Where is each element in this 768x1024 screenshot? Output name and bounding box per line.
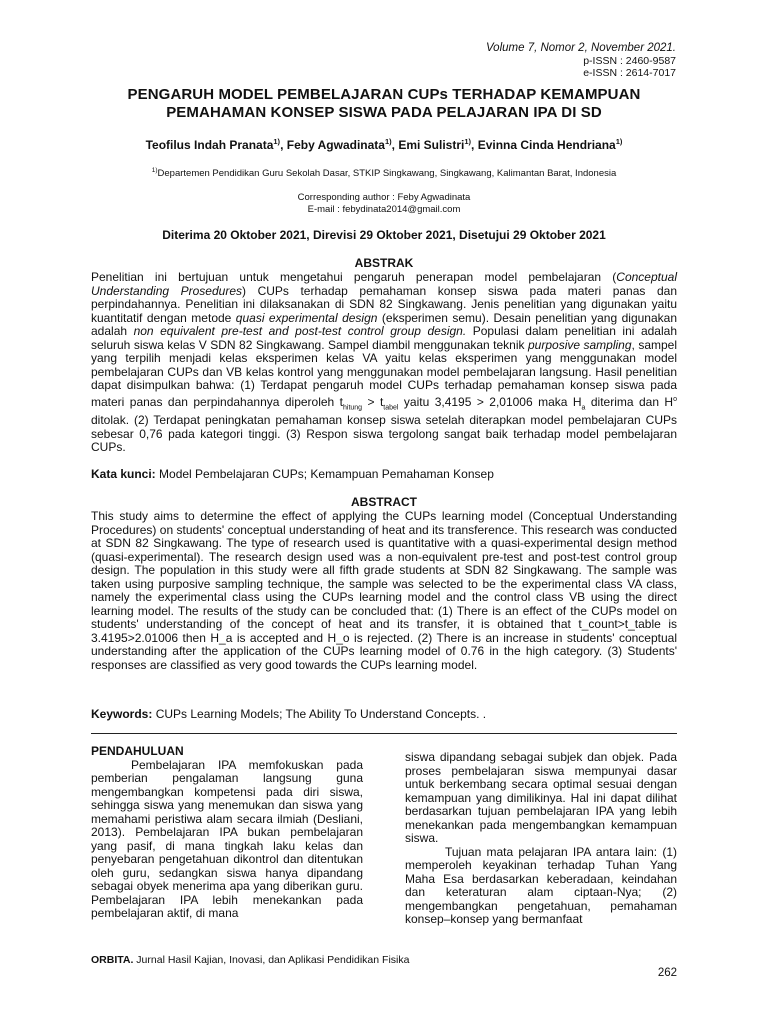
author-2-mark: 1) <box>384 137 392 146</box>
author-4-mark: 1) <box>615 137 623 146</box>
author-list <box>90 137 678 152</box>
p-issn: p-ISSN : 2460-9587 <box>583 54 676 67</box>
author-3-mark: 1) <box>464 137 472 146</box>
affiliation-mark: 1) <box>151 167 158 174</box>
abstrak-heading: ABSTRAK <box>354 256 414 270</box>
author-1-mark: 1) <box>273 137 281 146</box>
footer-journal-desc: Jurnal Hasil Kajian, Inovasi, dan Aplikasi Pendidikan Fisika <box>133 954 410 966</box>
keywords-label: Keywords: <box>91 707 153 721</box>
abstrak-italic: quasi experimental design <box>235 310 378 325</box>
superscript: o <box>673 395 678 403</box>
title-line-1: PENGARUH MODEL PEMBELAJARAN CUPs TERHADAP KEMAMPUAN <box>127 86 641 103</box>
kata-kunci <box>91 467 677 481</box>
journal-header <box>486 42 676 80</box>
right-column <box>405 751 677 927</box>
subscript: a <box>581 403 586 411</box>
abstrak-italic: purposive sampling <box>528 337 632 352</box>
abstrak-part: ) CUPs terhadap pemahaman konsep siswa pada materi panas dan perpindahannya. Penelitian ini dilaksanakan di SDN 82 Singkawang. Jenis penelitian yang digunakan yaitu kuantitatif dengan metode <box>91 283 677 325</box>
abstrak-italic: Conceptual Understanding Prosedures <box>91 270 677 298</box>
abstrak-part: , sampel yang terpilih menjadi kelas eksperimen kelas VA yaitu kelas eksperimen yang menggunakan model pembelajaran CUPs dan VB kelas kontrol yang menggunakan model pembelajaran langsung. Hasil penelitian dapat disimpulkan bahwa: (1) Terdapat pengaruh model CUPs terhadap pemahaman konsep siswa pada materi panas dan perpindahannya diperoleh t <box>91 337 678 409</box>
right-paragraph-1: siswa dipandang sebagai subjek dan objek. Pada proses pembelajaran siswa mempunyai dasar untuk berkembang secara optimal sesuai dengan kemampuan yang dimilikinya. Hal ini dapat dilihat berdasarkan tujuan pembelajaran IPA yang lebih menekankan pada mengembangkan kemampuan siswa. <box>405 750 677 845</box>
keywords <box>91 707 677 721</box>
author-separator: , <box>471 138 478 152</box>
left-column <box>91 745 363 921</box>
abstrak-text <box>91 271 677 455</box>
abstract-heading: ABSTRACT <box>351 495 417 509</box>
abstrak-part: ditolak. (2) Terdapat peningkatan pemahaman konsep siswa setelah diterapkan model pembelajaran CUPs sebesar 0,76 pada kategori tinggi. (3) Respon siswa tergolong sangat baik terhadap model pembelajaran CUPs. <box>91 413 677 455</box>
author-separator: , <box>391 138 399 152</box>
volume-info: Volume 7, Nomor 2, November 2021. <box>485 42 676 54</box>
abstract-text: This study aims to determine the effect of applying the CUPs learning model (Conceptual Understanding Procedures) on students' conceptual understanding of heat and its transference. This research was conducted at SDN 82 Singkawang. The type of research used is quantitative with a quasi-experimental design method (quasi-experimental). The research design used was a non-equivalent pre-test and post-test control group design. The population in this study were all fifth grade students at SDN 82 Singkawang. The sample was taken using purposive sampling technique, the sample was selected to be the experimental class VA class, namely the experimental class using the CUPs learning model and the control class VB using the direct learning model. The results of the study can be concluded that: (1) There is an effect of the CUPs model on students' understanding of the concept of heat and its transfer, it is obtained that t_count>t_table is 3.4195>2.01006 then H_a is accepted and H_o is rejected. (2) There is an increase in students' conceptual understanding after the application of the CUPs learning model of 0.76 in the high category. (3) Students' responses are classified as very good towards the CUPs learning model. <box>91 509 677 672</box>
paper-title <box>90 86 678 122</box>
subscript: tabel <box>383 403 399 411</box>
right-paragraph-2: Tujuan mata pelajaran IPA antara lain: (1) memperoleh keyakinan terhadap Tuhan Yang Maha Esa berdasarkan keberadaan, keindahan dan keteraturan alam ciptaan-Nya; (2) mengembangkan pengetahuan, pemahaman konsep–konsep yang bermanfaat <box>405 844 677 926</box>
title-line-2: PEMAHAMAN KONSEP SISWA PADA PELAJARAN IPA DI SD <box>166 104 602 121</box>
page-number: 262 <box>657 967 677 979</box>
kata-kunci-text: Model Pembelajaran CUPs; Kemampuan Pemahaman Konsep <box>155 467 494 481</box>
journal-footer <box>91 954 409 966</box>
keywords-text: CUPs Learning Models; The Ability To Understand Concepts. . <box>152 707 487 721</box>
abstrak-part: diterima dan H <box>585 394 674 409</box>
author-4: Evinna Cinda Hendriana <box>477 138 616 152</box>
abstrak-part: > t <box>362 394 384 409</box>
corresponding-email: E-mail : febydinata2014@gmail.com <box>307 204 461 215</box>
affiliation <box>90 167 678 179</box>
corresponding-author <box>90 192 678 216</box>
author-3: Emi Sulistri <box>398 138 465 152</box>
left-paragraph-1: Pembelajaran IPA memfokuskan pada pemberian pengalaman langsung guna mengembangkan kompetensi pada diri siswa, sehingga siswa yang menemukan dan siswa yang memahami peristiwa alam secara ilmiah (Desliani, 2013). Pembelajaran IPA bukan pembelajaran yang pasif, di mana tingkah laku kelas dan penyebaran pengetahuan dikontrol dan ditentukan oleh guru, sedangkan siswa hanya dipandang sebagai obyek menerima apa yang diberikan guru. Pembelajaran IPA lebih menekankan pada pembelajaran aktif, di mana <box>91 757 363 920</box>
affiliation-text: Departemen Pendidikan Guru Sekolah Dasar, STKIP Singkawang, Singkawang, Kalimantan Barat, Indonesia <box>157 168 617 180</box>
kata-kunci-label: Kata kunci: <box>91 467 156 481</box>
abstrak-part: Populasi dalam penelitian ini adalah seluruh siswa kelas V SDN 82 Singkawang. Sampel diambil menggunakan teknik <box>91 324 677 352</box>
subscript: hitung <box>343 403 363 411</box>
author-2: Feby Agwadinata <box>286 138 385 152</box>
abstrak-part: yaitu 3,4195 > 2,01006 maka H <box>398 394 582 409</box>
author-1: Teofilus Indah Pranata <box>145 138 274 152</box>
pendahuluan-heading: PENDAHULUAN <box>91 744 184 758</box>
footer-journal-name: ORBITA. <box>91 954 134 966</box>
corresponding-name: Corresponding author : Feby Agwadinata <box>297 192 471 203</box>
abstrak-part: (eksperimen semu). Desain penelitian yang digunakan adalah <box>91 310 677 338</box>
author-separator: , <box>280 138 287 152</box>
abstrak-part: Penelitian ini bertujuan untuk mengetahui pengaruh penerapan model pembelajaran ( <box>91 270 617 284</box>
section-divider <box>91 733 677 734</box>
e-issn: e-ISSN : 2614-7017 <box>583 67 676 79</box>
submission-dates: Diterima 20 Oktober 2021, Direvisi 29 Oktober 2021, Disetujui 29 Oktober 2021 <box>162 228 606 242</box>
abstrak-italic: non equivalent pre-test and post-test control group design. <box>133 324 467 338</box>
